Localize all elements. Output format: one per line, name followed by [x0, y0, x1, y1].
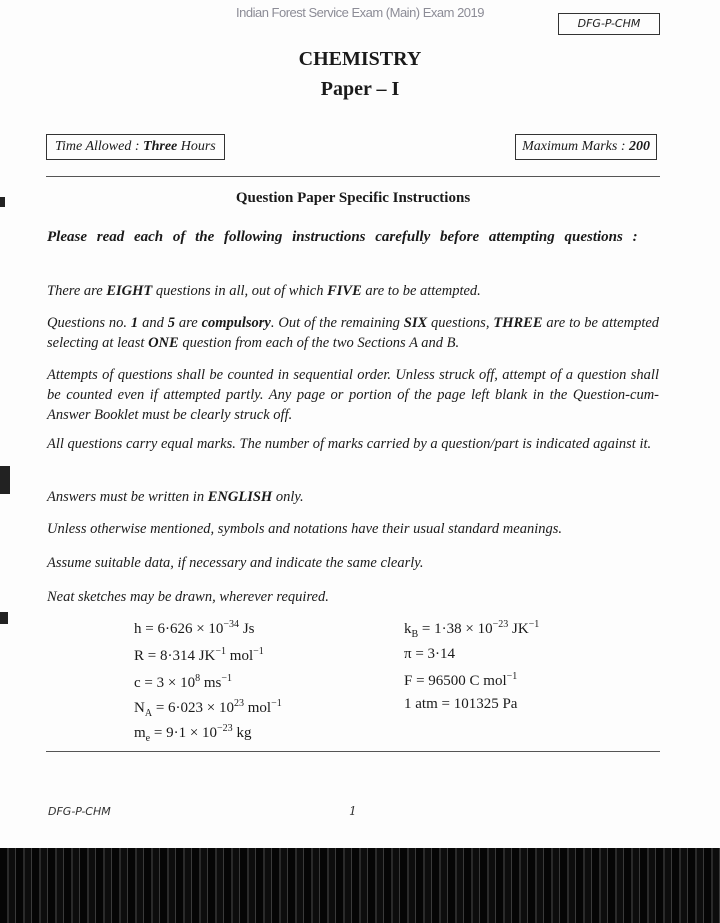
constant-gas: R = 8·314 $JK^{-1}$ mol$^{-1}$ [134, 646, 264, 664]
time-allowed-box [46, 134, 225, 160]
instruction-equal-marks: All questions carry equal marks. The number of marks carried by a question/part is indicated against it. [47, 436, 652, 452]
header-divider [46, 176, 660, 177]
scan-edge-mark [0, 197, 5, 207]
constant-light-speed: $c = 3 \times 10^8$ $ms^{-1}$ [134, 673, 232, 691]
constant-planck: $h = 6\cdot 626 \times 10^{-34}$ Js [134, 619, 255, 637]
instruction-sketches: Neat sketches may be drawn, wherever required. [47, 589, 329, 605]
constant-atmosphere: 1 atm = 101325 Pa [404, 696, 518, 712]
footer-divider [46, 751, 660, 752]
instruction-assume-data: Assume suitable data, if necessary and indicate the same clearly. [47, 555, 424, 571]
constant-faraday: F = 96500 C mol$^{-1}$ [404, 671, 518, 689]
instruction-question-count: There are EIGHT questions in all, out of which FIVE are to be attempted. [47, 283, 481, 299]
subject-title: CHEMISTRY [298, 48, 422, 70]
maximum-marks-box [515, 134, 657, 160]
time-unit: Hours [177, 139, 216, 154]
paper-title: Paper – I [320, 78, 400, 100]
scan-edge-mark [0, 612, 8, 624]
constant-boltzmann: $k_B = 1\cdot 38 \times 10^{-23}$ $JK^{-1}$ [404, 619, 540, 640]
instruction-compulsory: Questions no. 1 and 5 are compulsory. Out of the remaining SIX questions, THREE are to be attempted selecting at least ONE question from each of the two Sections A and B. [47, 315, 660, 351]
marks-label: Maximum Marks : [522, 139, 629, 154]
instruction-notation: Unless otherwise mentioned, symbols and notations have their usual standard meanings. [47, 521, 562, 537]
constant-electron-mass: $m_e = 9\cdot 1 \times 10^{-23}$ kg [134, 723, 252, 744]
constant-avogadro: $N_A = 6\cdot 023 \times 10^{23}$ mol$^{-1}$ [134, 698, 282, 719]
footer-paper-code: DFG-P-CHM [48, 805, 111, 818]
constant-pi: π = 3·14 [404, 646, 456, 662]
time-label: Time Allowed : [55, 139, 144, 154]
instruction-language: Answers must be written in ENGLISH only. [47, 489, 304, 505]
instruction-sequential-order: Attempts of questions shall be counted in sequential order. Unless struck off, attempt of a question shall be counted even if attempted partly. Any page or portion of the page left blank in the Question-cum-Answer Booklet must be clearly struck off. [47, 367, 659, 423]
instructions-lead: Please read each of the following instructions carefully before attempting questions : [47, 229, 638, 245]
instructions-heading: Question Paper Specific Instructions [235, 190, 471, 206]
scan-edge-mark [0, 466, 10, 494]
scan-artifact-band [0, 848, 720, 923]
marks-value: 200 [629, 139, 650, 154]
time-value: Three [143, 139, 178, 154]
page-number: 1 [349, 804, 357, 818]
exam-watermark: Indian Forest Service Exam (Main) Exam 2019 [236, 5, 484, 20]
paper-code-box: DFG-P-CHM [558, 13, 660, 35]
